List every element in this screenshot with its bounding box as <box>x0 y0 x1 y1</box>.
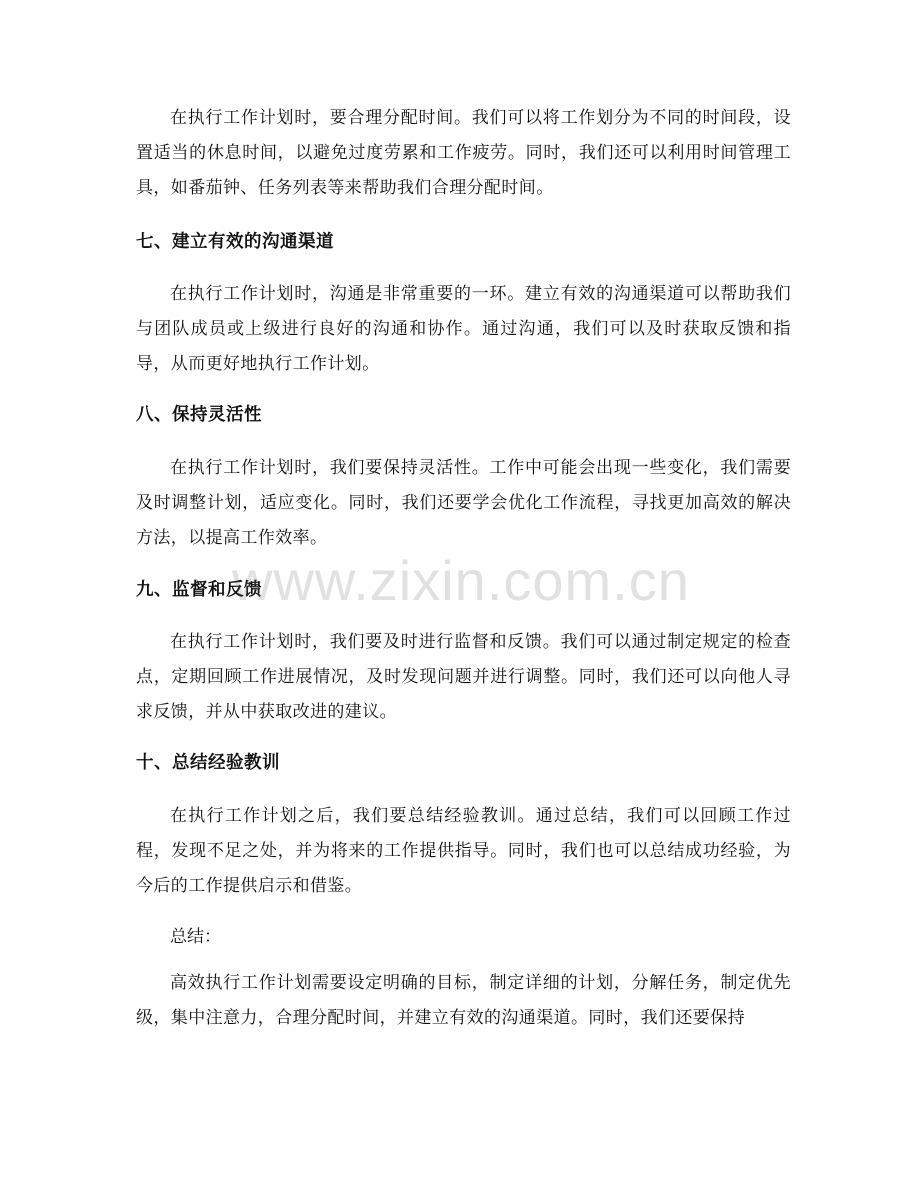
section-paragraph-8: 在执行工作计划时，我们要保持灵活性。工作中可能会出现一些变化，我们需要及时调整计划，适应变化。同时，我们还要学会优化工作流程，寻找更加高效的解决方法，以提高工作效率。 <box>136 458 791 548</box>
summary-paragraph: 高效执行工作计划需要设定明确的目标，制定详细的计划，分解任务，制定优先级，集中注意力，合理分配时间，并建立有效的沟通渠道。同时，我们还要保持 <box>136 973 791 1028</box>
section-paragraph-7: 在执行工作计划时，沟通是非常重要的一环。建立有效的沟通渠道可以帮助我们与团队成员或上级进行良好的沟通和协作。通过沟通，我们可以及时获取反馈和指导，从而更好地执行工作计划。 <box>136 284 791 374</box>
summary-label: 总结： <box>170 927 221 947</box>
section-heading-9: 九、监督和反馈 <box>136 580 262 600</box>
section-heading-10: 十、总结经验教训 <box>136 753 280 773</box>
intro-paragraph: 在执行工作计划时，要合理分配时间。我们可以将工作划分为不同的时间段，设置适当的休息时间，以避免过度劳累和工作疲劳。同时，我们还可以利用时间管理工具，如番茄钟、任务列表等来帮助我们合理分配时间。 <box>136 108 791 198</box>
watermark: www.zixin.com.cn <box>232 549 690 612</box>
section-paragraph-9: 在执行工作计划时，我们要及时进行监督和反馈。我们可以通过制定规定的检查点，定期回顾工作进展情况，及时发现问题并进行调整。同时，我们还可以向他人寻求反馈，并从中获取改进的建议。 <box>136 632 791 722</box>
section-heading-8: 八、保持灵活性 <box>136 405 262 425</box>
section-paragraph-10: 在执行工作计划之后，我们要总结经验教训。通过总结，我们可以回顾工作过程，发现不足之处，并为将来的工作提供指导。同时，我们也可以总结成功经验，为今后的工作提供启示和借鉴。 <box>136 806 791 896</box>
section-heading-7: 七、建立有效的沟通渠道 <box>136 232 334 252</box>
